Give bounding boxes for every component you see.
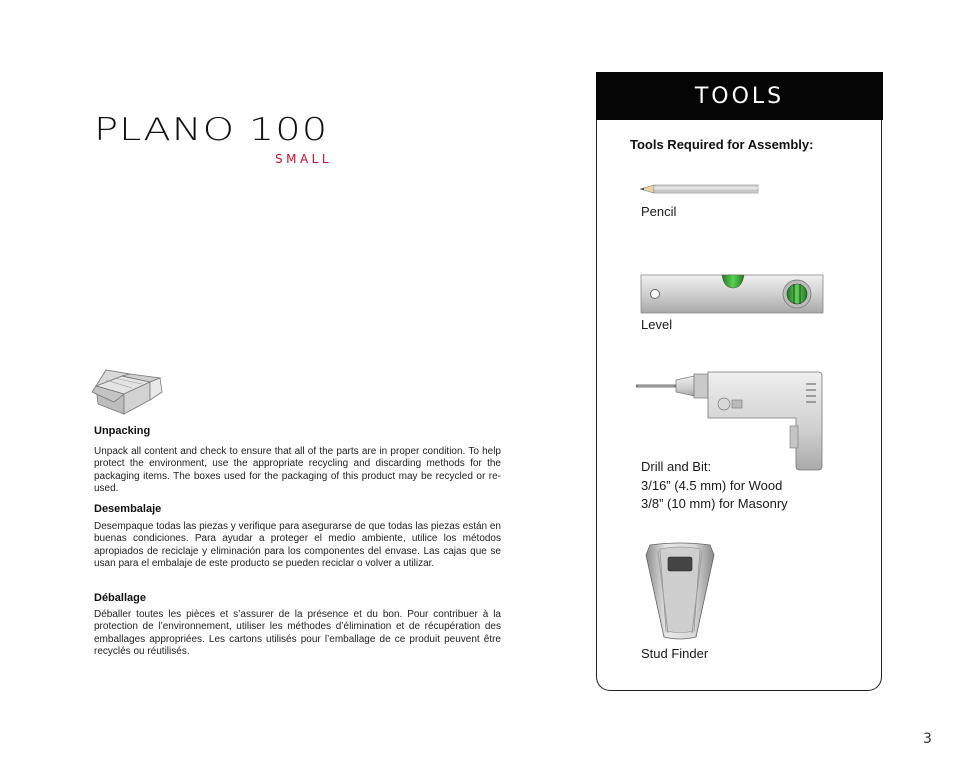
- desembalaje-heading: Desembalaje: [94, 503, 162, 515]
- unpacking-text: Unpack all content and check to ensure that all of the parts are in proper condition. To help protect the environment, use the appropriate recycling and discarding methods for the packaging items. The boxes used for the packaging of this product may be recycled or re-used.: [94, 446, 501, 494]
- drill-icon: [636, 368, 828, 472]
- drill-label-line2: 3/16” (4.5 mm) for Wood: [641, 478, 783, 493]
- box-icon: [92, 366, 164, 416]
- page-number: 3: [923, 731, 932, 747]
- product-title: PLANO 100: [94, 112, 329, 148]
- deballage-text: Déballer toutes les pièces et s’assurer de la présence et du bon. Pour contribuer à la protection de l’environnement, utiliser les méthodes d’élimination et de récupération des emballages appropriées. Les cartons utilisés pour l’emballage de ce produit peuvent être recyclés ou réutilisés.: [94, 609, 501, 657]
- product-subtitle: SMALL: [275, 152, 333, 166]
- tools-required-label: Tools Required for Assembly:: [630, 137, 814, 152]
- desembalaje-text: Desempaque todas las piezas y verifique para asegurarse de que todas las piezas están en buenas condiciones. Para ayudar a proteger el medio ambiente, utilice los métodos apropiados de reciclaje y eliminación para los componentes del envase. Las cajas que se usan para el embalaje de este producto se pueden reciclar o volver a utilizar.: [94, 521, 501, 569]
- drill-label-line1: Drill and Bit:: [641, 459, 712, 474]
- level-icon: [640, 272, 824, 316]
- pencil-label: Pencil: [641, 204, 677, 219]
- level-label: Level: [641, 317, 673, 332]
- stud-finder-icon: [644, 541, 716, 641]
- drill-label-line3: 3/8” (10 mm) for Masonry: [641, 496, 788, 511]
- stud-finder-label: Stud Finder: [641, 646, 709, 661]
- tools-header: TOOLS: [596, 72, 883, 120]
- pencil-icon: [640, 182, 760, 196]
- deballage-heading: Déballage: [94, 592, 146, 604]
- unpacking-heading: Unpacking: [94, 425, 151, 437]
